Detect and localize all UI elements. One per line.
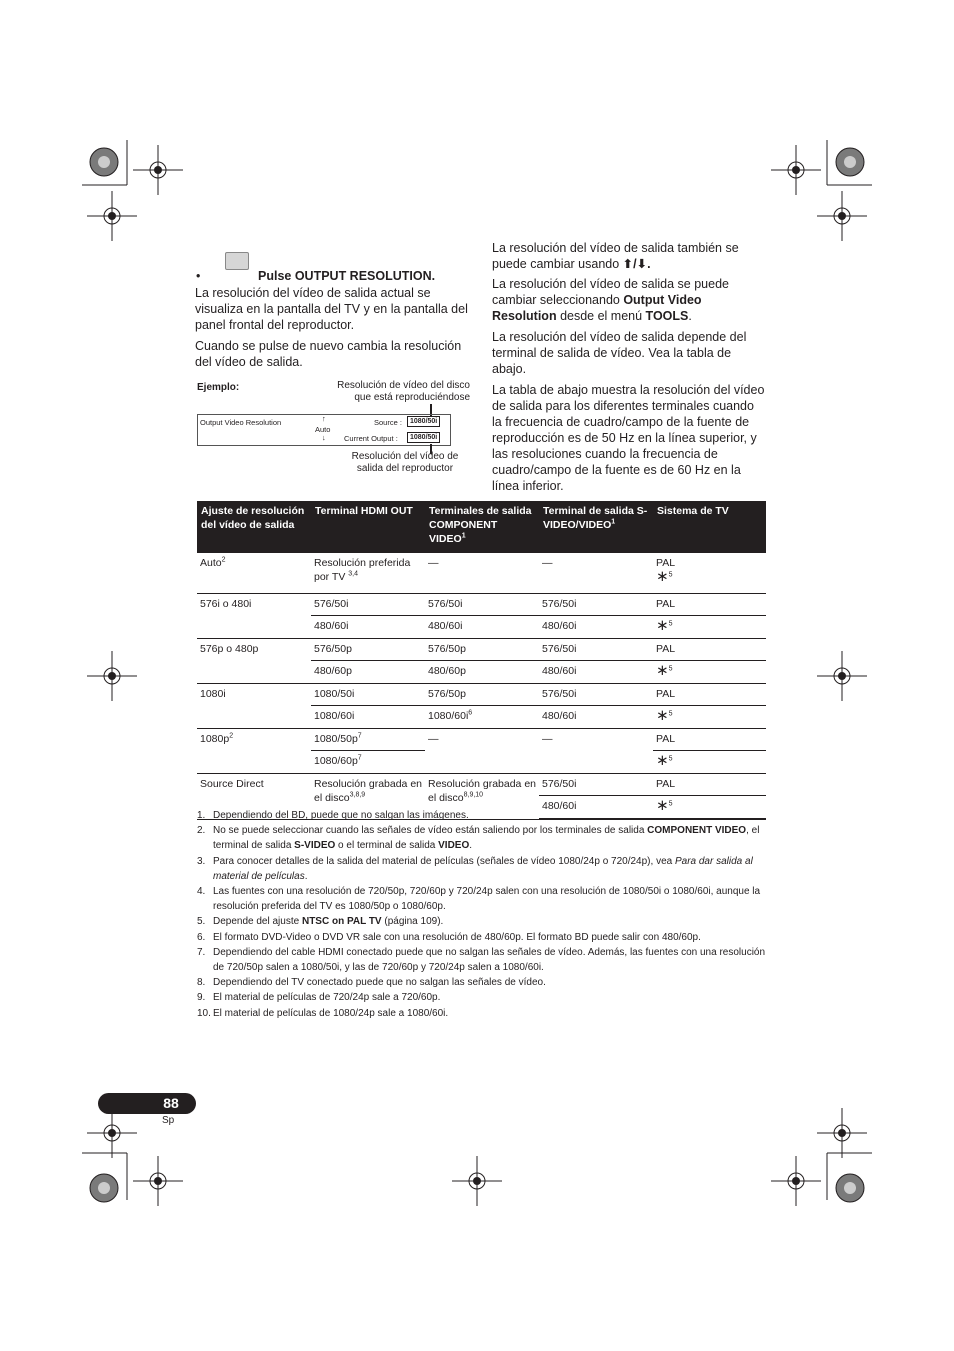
cell: 576/50p [311,639,425,661]
cell: 480/60i [425,616,539,639]
cell: 576/50i [311,594,425,616]
cell: $1080/60p^7$ [311,751,425,774]
right-para-1: La resolución del vídeo de salida también se puede cambiar usando ⬆/⬇. [492,241,739,271]
bullet: • [196,269,201,283]
row-label-auto: Auto$^2$ [197,553,311,594]
cell: 480/60i [539,616,653,639]
cell: Resolución grabada en el disco$^{8,9,10}$ [425,774,539,820]
row-label-1080p: $1080p^2$ [197,729,311,774]
cell: ∗$^5$ [653,751,766,774]
cell: 576/50i [425,594,539,616]
left-para-2: Cuando se pulse de nuevo cambia la resolución del vídeo de salida. [195,339,462,369]
output-resolution-button-icon [225,252,249,270]
cell: PAL [653,774,766,796]
row-label-source-direct: Source Direct [197,774,311,820]
table-row [197,553,766,594]
cell: PAL [653,594,766,616]
right-para-4: La tabla de abajo muestra la resolución del vídeo de salida para los diferentes terminales cuando la frecuencia de cuadro/campo de la fuente de reproducción es de 50 Hz en la línea superior, y las resoluciones cuando la frecuencia de cuadro/campo de la fuente es de 60 Hz en la línea inferior. [492,383,765,493]
cell: 576/50i [539,774,653,796]
cell: 1080/50i [311,684,425,706]
cell: 1080/60i [311,706,425,729]
cell: ∗$^5$ [653,616,766,639]
cell: 480/60i [311,616,425,639]
right-para-3: La resolución del vídeo de salida depende del terminal de salida de vídeo. Vea la tabla de abajo. [492,330,747,376]
table-header-row [197,501,766,553]
header-hdmi: Terminal HDMI OUT [311,501,425,553]
cell: ∗$^5$ [653,706,766,729]
footnote: 6. El formato DVD-Video o DVD VR sale con una resolución de 480/60p. El formato BD puede salir con 480/60p. [197,931,701,943]
example-bottom-note: Resolución del vídeo de salida del reproductor [351,451,459,474]
up-down-keys: ⬆/⬇. [622,257,651,271]
header-tv-system: Sistema de TV [653,501,766,553]
source-value: 1080/50i [407,416,440,427]
cell: — [425,729,539,774]
cell: ∗$^5$ [653,796,766,820]
left-para-1: La resolución del vídeo de salida actual se visualiza en la pantalla del TV y en la pantalla del panel frontal del reproductor. [195,286,468,332]
cell: 480/60i [539,661,653,684]
header-setting: Ajuste de resolución del vídeo de salida [197,501,311,553]
footnote: 7. Dependiendo del cable HDMI conectado puede que no salgan las señales de vídeo. Además, las fuentes con una resolución de 720/50p salen a 1080/50i, y las de 720/60p y 720/24p salen a 1080/60i. [197,946,766,974]
cell: PAL [653,729,766,751]
cell: 576/50p [425,639,539,661]
example-label: Ejemplo: [197,382,240,393]
footnote: 9. El material de películas de 720/24p sale a 720/60p. [197,992,441,1004]
cell: 480/60i [539,796,653,820]
page-number: 88 [163,1095,179,1111]
cell: 480/60i [539,706,653,729]
row-label-576i: 576i o 480i [197,594,311,639]
table-row [197,774,766,796]
footnote: 5. Depende del ajuste NTSC on PAL TV (página 109). [197,916,444,928]
right-para-2: La resolución del vídeo de salida se puede cambiar seleccionando Output Video Resolution desde el menú TOOLS. [492,277,729,323]
down-arrow-icon: ↓ [322,433,326,442]
cell: 480/60p [311,661,425,684]
table-row [197,684,766,706]
cell: $1080/60i^6$ [425,706,539,729]
cell: ∗$^5$ [653,661,766,684]
cell: PAL [653,684,766,706]
table-row [197,729,766,751]
example-display-box [197,414,451,446]
cell: 576/50i [539,594,653,616]
cell: PAL ∗$^5$ [653,553,766,594]
table-row [197,594,766,616]
step-heading: Pulse OUTPUT RESOLUTION. [258,269,436,283]
source-label: Source : [374,418,402,427]
current-output-label: Current Output : [344,434,398,443]
cell: — [539,553,653,594]
footnote: 2. No se puede seleccionar cuando las señales de vídeo están saliendo por los terminales de salida COMPONENT VIDEO, el terminal de salida S-VIDEO o el terminal de salida VIDEO. [197,825,760,852]
cell: 576/50i [539,684,653,706]
cell: PAL [653,639,766,661]
output-label: Output Video Resolution [200,418,282,427]
cell: — [539,729,653,774]
footnote: 3. Para conocer detalles de la salida del material de películas (señales de vídeo 1080/24p o 720/24p), vea Para dar salida al material de películas. [197,855,753,882]
cell: $1080/50p^7$ [311,729,425,751]
current-output-value: 1080/50i [407,432,440,443]
table-row [197,639,766,661]
cell: 576/50i [539,639,653,661]
footnote: 10. El material de películas de 1080/24p sale a 1080/60i. [197,1007,449,1019]
row-label-576p: 576p o 480p [197,639,311,684]
footnote: 8. Dependiendo del TV conectado puede que no salgan las señales de vídeo. [197,977,546,989]
row-label-1080i: 1080i [197,684,311,729]
up-arrow-icon: ↑ [322,414,326,423]
cell: 480/60p [425,661,539,684]
example-top-note: Resolución de vídeo del disco que está reproduciéndose [337,380,470,403]
cell: 576/50p [425,684,539,706]
footnotes [197,808,772,1021]
cell: Resolución preferida por TV $^{3,4}$ [311,553,425,594]
header-component: Terminales de salida COMPONENT VIDEO$^1$ [425,501,539,553]
resolution-table [197,501,766,820]
cell: — [425,553,539,594]
cell: Resolución grabada en el disco$^{3,8,9}$ [311,774,425,820]
footnote: 4. Las fuentes con una resolución de 720/50p, 720/60p y 720/24p salen con una resolución de 1080/50i o 1080/60i, aunque la resolución preferida del TV es 1080/50p o 1080/60p. [197,886,761,913]
header-svideo: Terminal de salida S-VIDEO/VIDEO$^1$ [539,501,653,553]
page-language: Sp [162,1115,175,1126]
auto-value: Auto [315,425,331,434]
footnote: 1. Dependiendo del BD, puede que no salgan las imágenes. [197,810,469,821]
